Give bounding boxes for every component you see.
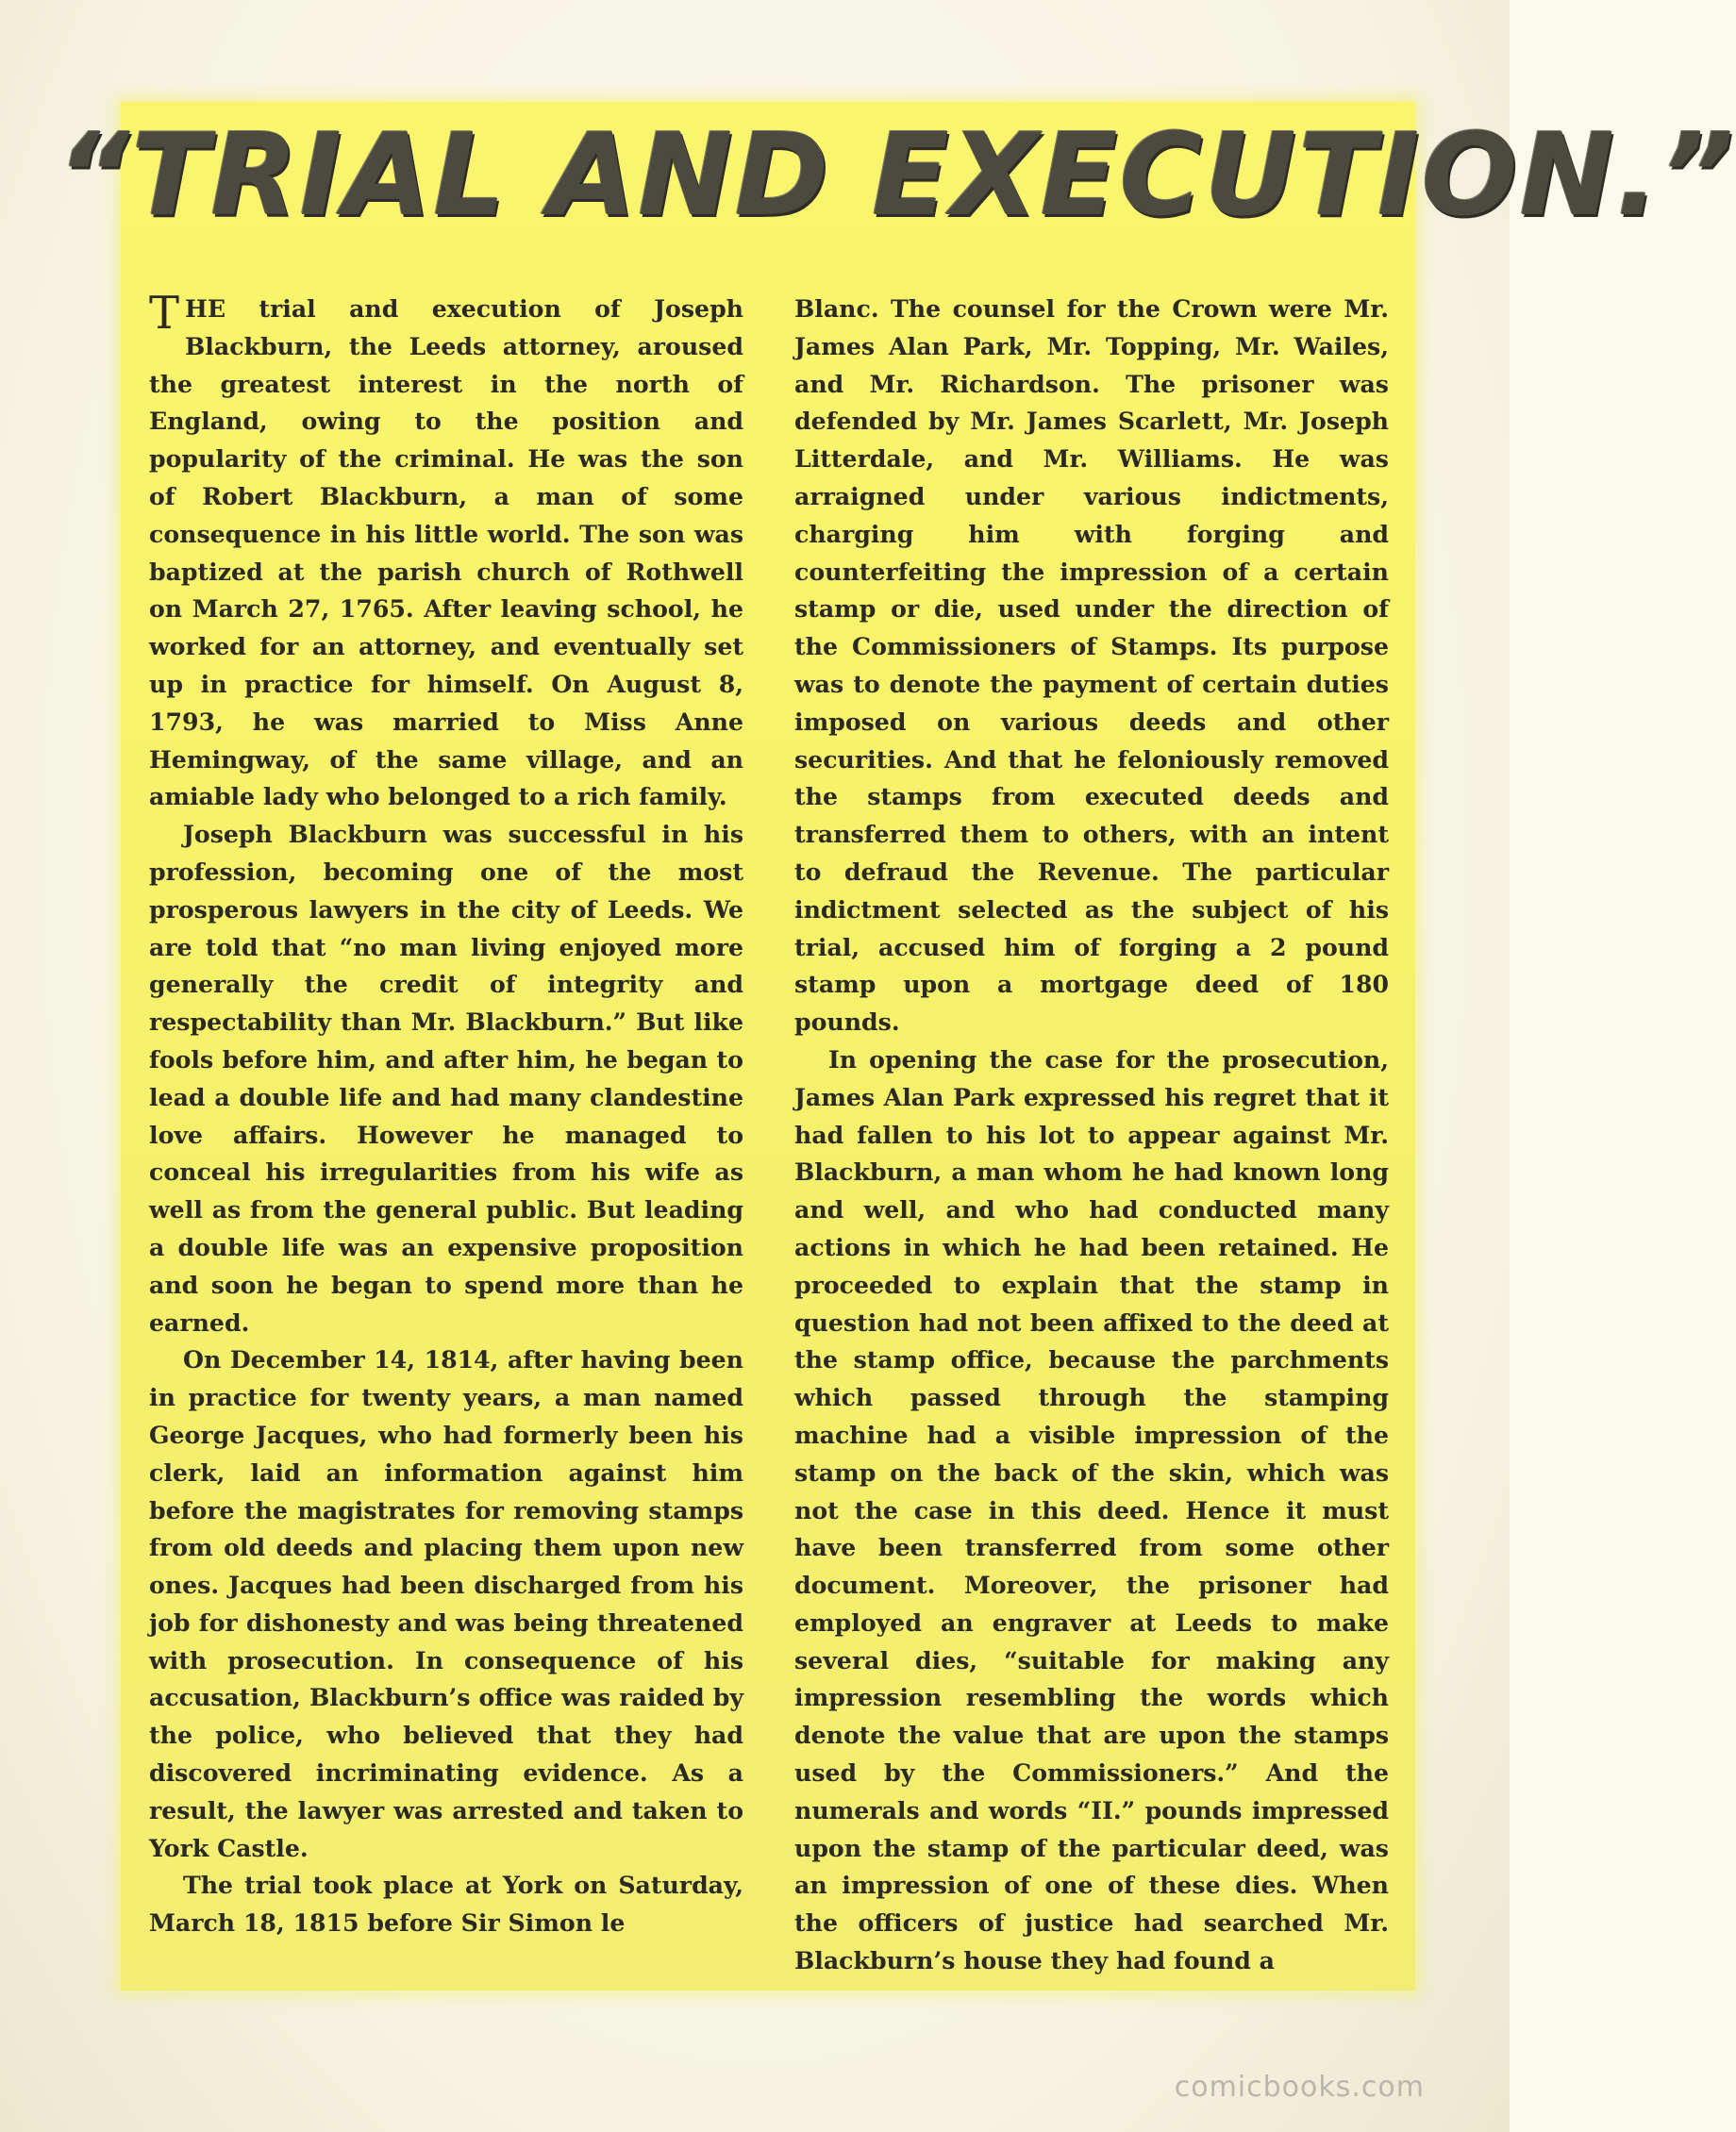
paragraph-text: HE trial and execution of Joseph Blackburn, the Leeds attorney, aroused the greatest interest in the north of England, owing to the position and popularity of the criminal. He was the son of Robert Blackburn, a man of some consequence in his little world. The son was baptized at the parish church of Rothwell on March 27, 1765. After leaving school, he worked for an attorney, and eventually set up in practice for himself. On August 8, 1793, he was married to Miss Anne Hemingway, of the same village, and an amiable lady who belonged to a rich family. — [149, 294, 743, 811]
text-column-right — [794, 291, 1389, 1980]
paragraph: Joseph Blackburn was successful in his profession, becoming one of the most prosperous lawyers in the city of Leeds. We are told that “no man living enjoyed more generally the credit of integrity and respectability than Mr. Blackburn.” But like fools before him, and after him, he began to lead a double life and had many clandestine love affairs. However he managed to conceal his irregularities from his wife as well as from the general public. But leading a double life was an expensive proposition and soon he began to spend more than he earned. — [149, 820, 743, 1337]
paragraph: Blanc. The counsel for the Crown were Mr. James Alan Park, Mr. Topping, Mr. Wailes, and Mr. Richardson. The prisoner was defended by Mr. James Scarlett, Mr. Joseph Litterdale, and Mr. Williams. He was arraigned under various indictments, charging him with forging and counterfeiting the impression of a certain stamp or die, used under the direction of the Commissioners of Stamps. Its purpose was to denote the payment of certain duties imposed on various deeds and other securities. And that he feloniously removed the stamps from executed deeds and transferred them to others, with an intent to defraud the Revenue. The particular indictment selected as the subject of his trial, accused him of forging a 2 pound stamp upon a mortgage deed of 180 pounds. — [794, 294, 1389, 1037]
text-column-left — [149, 287, 743, 1942]
watermark: comicbooks.com — [1174, 2071, 1425, 2104]
page-title: “TRIAL AND EXECUTION.” — [57, 110, 1736, 242]
paragraph: The trial took place at York on Saturday, March 18, 1815 before Sir Simon le — [149, 1871, 743, 1938]
paragraph — [149, 287, 743, 816]
drop-cap: T — [149, 287, 180, 340]
paragraph: On December 14, 1814, after having been in practice for twenty years, a man named George Jacques, who had formerly been his clerk, laid an information against him before the magistrates for removing stamps from old deeds and placing them upon new ones. Jacques had been discharged from his job for dishonesty and was being threatened with prosecution. In consequence of his accusation, Blackburn’s office was raided by the police, who believed that they had discovered incriminating evidence. As a result, the lawyer was arrested and taken to York Castle. — [149, 1345, 743, 1862]
paragraph: In opening the case for the prosecution, James Alan Park expressed his regret that it had fallen to his lot to appear against Mr. Blackburn, a man whom he had known long and well, and who had conducted many actions in which he had been retained. He proceeded to explain that the stamp in question had not been affixed to the deed at the stamp office, because the parchments which passed through the stamping machine had a visible impression of the stamp on the back of the skin, which was not the case in this deed. Hence it must have been transferred from some other document. Moreover, the prisoner had employed an engraver at Leeds to make several dies, “suitable for making any impression resembling the words which denote the value that are upon the stamps used by the Commissioners.” And the numerals and words “II.” pounds impressed upon the stamp of the particular deed, was an impression of one of these dies. When the officers of justice had searched Mr. Blackburn’s house they had found a — [794, 1044, 1389, 1975]
